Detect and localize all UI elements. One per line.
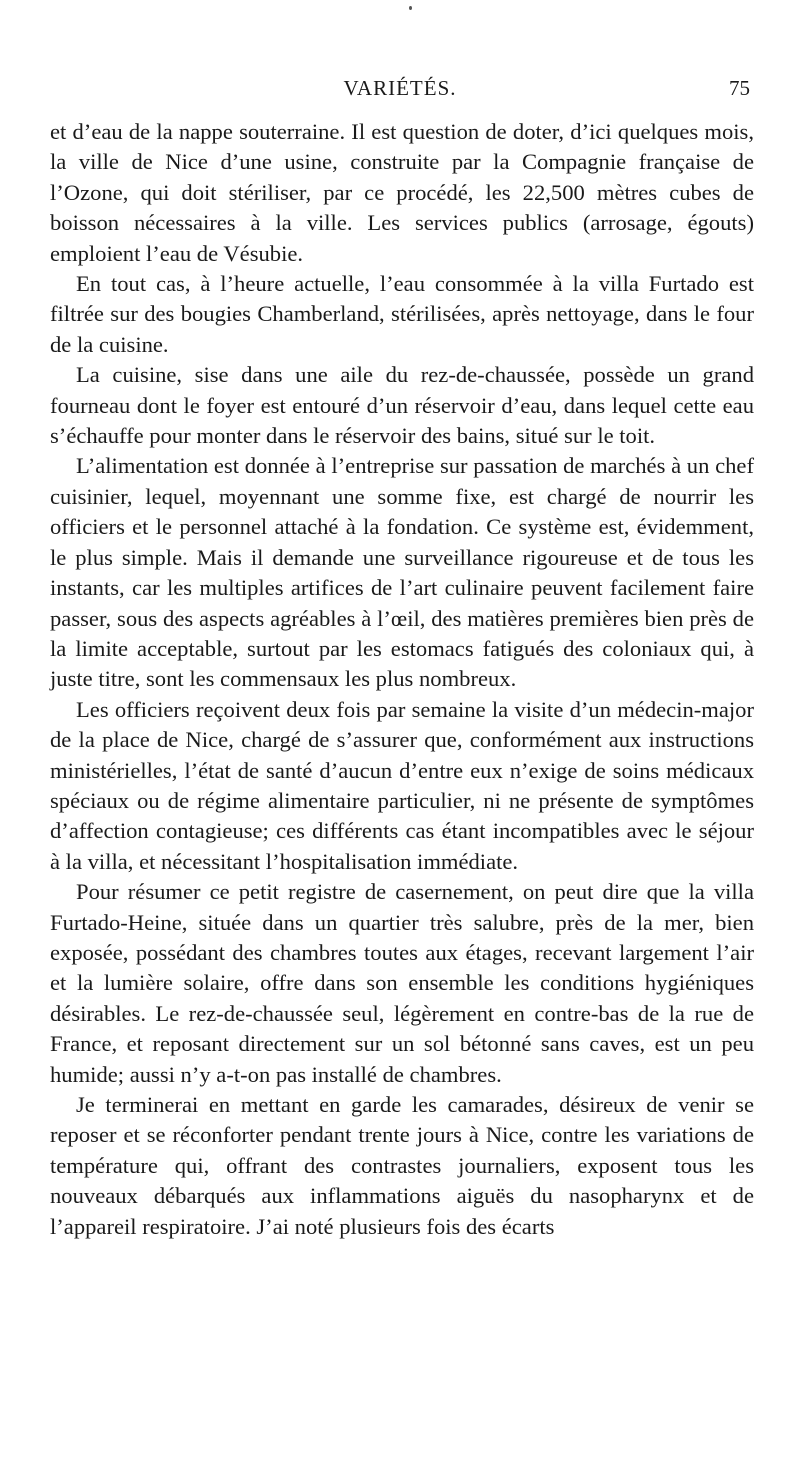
paragraph-kitchen: La cuisine, sise dans une aile du rez-de-chaussée, possède un grand fourneau dont le foyer est entouré d’un réservoir d’eau, dans lequel cette eau s’échauffe pour monter dans le réservoir des bains, situé sur le toit.: [50, 362, 754, 449]
paragraph-food-supply: L’alimentation est donnée à l’entreprise sur passation de marchés à un chef cuisinier, lequel, moyennant une somme fixe, est chargé de nourrir les officiers et le personnel attaché à la fondation. Ce système est, évidemment, le plus simple. Mais il demande une surveillance rigoureuse et de tous les instants, car les multiples artifices de l’art culinaire peuvent facilement faire passer, sous des aspects agréables à l’œil, des matières premières bien près de la limite acceptable, surtout par les estomacs fatigués des coloniaux qui, à juste titre, sont les commensaux les plus nombreux.: [50, 453, 754, 692]
page-header: [50, 76, 750, 106]
running-head: VARIÉTÉS.: [343, 76, 457, 100]
body-text: [50, 117, 754, 1242]
paragraph-warning: Je terminerai en mettant en garde les camarades, désireux de venir se reposer et se réconforter pendant trente jours à Nice, contre les variations de température qui, offrant des contrastes journaliers, exposent tous les nouveaux débarqués aux inflammations aiguës du nasopharynx et de l’appareil respiratoire. J’ai noté plusieurs fois des écarts: [50, 1092, 754, 1239]
paragraph-continuation: et d’eau de la nappe souterraine. Il est question de doter, d’ici quelques mois, la ville de Nice d’une usine, construite par la Compagnie française de l’Ozone, qui doit stériliser, par ce procédé, les 22,500 mètres cubes de boisson nécessaires à la ville. Les services publics (arrosage, égouts) emploient l’eau de Vésubie.: [50, 119, 754, 266]
paragraph-summary: Pour résumer ce petit registre de casernement, on peut dire que la villa Furtado-Heine, située dans un quartier très salubre, près de la mer, bien exposée, possédant des chambres toutes aux étages, recevant largement l’air et la lumière solaire, offre dans son ensemble les conditions hygiéniques désirables. Le rez-de-chaussée seul, légèrement en contre-bas de la rue de France, et reposant directement sur un sol bétonné sans caves, est un peu humide; aussi n’y a-t-on pas installé de chambres.: [50, 879, 754, 1087]
ink-speck: [409, 6, 412, 10]
page-number: 75: [729, 76, 750, 100]
paragraph-medical-visit: Les officiers reçoivent deux fois par semaine la visite d’un médecin-major de la place de Nice, chargé de s’assurer que, conformément aux instructions ministérielles, l’état de santé d’aucun d’entre eux n’exige de soins médicaux spéciaux ou de régime alimentaire particulier, ni ne présente de symptômes d’affection contagieuse; ces différents cas étant incompatibles avec le séjour à la villa, et nécessitant l’hospitalisation immédiate.: [50, 696, 754, 874]
paragraph-filtered-water: En tout cas, à l’heure actuelle, l’eau consommée à la villa Furtado est filtrée sur des bougies Chamberland, stérilisées, après nettoyage, dans le four de la cuisine.: [50, 271, 754, 357]
